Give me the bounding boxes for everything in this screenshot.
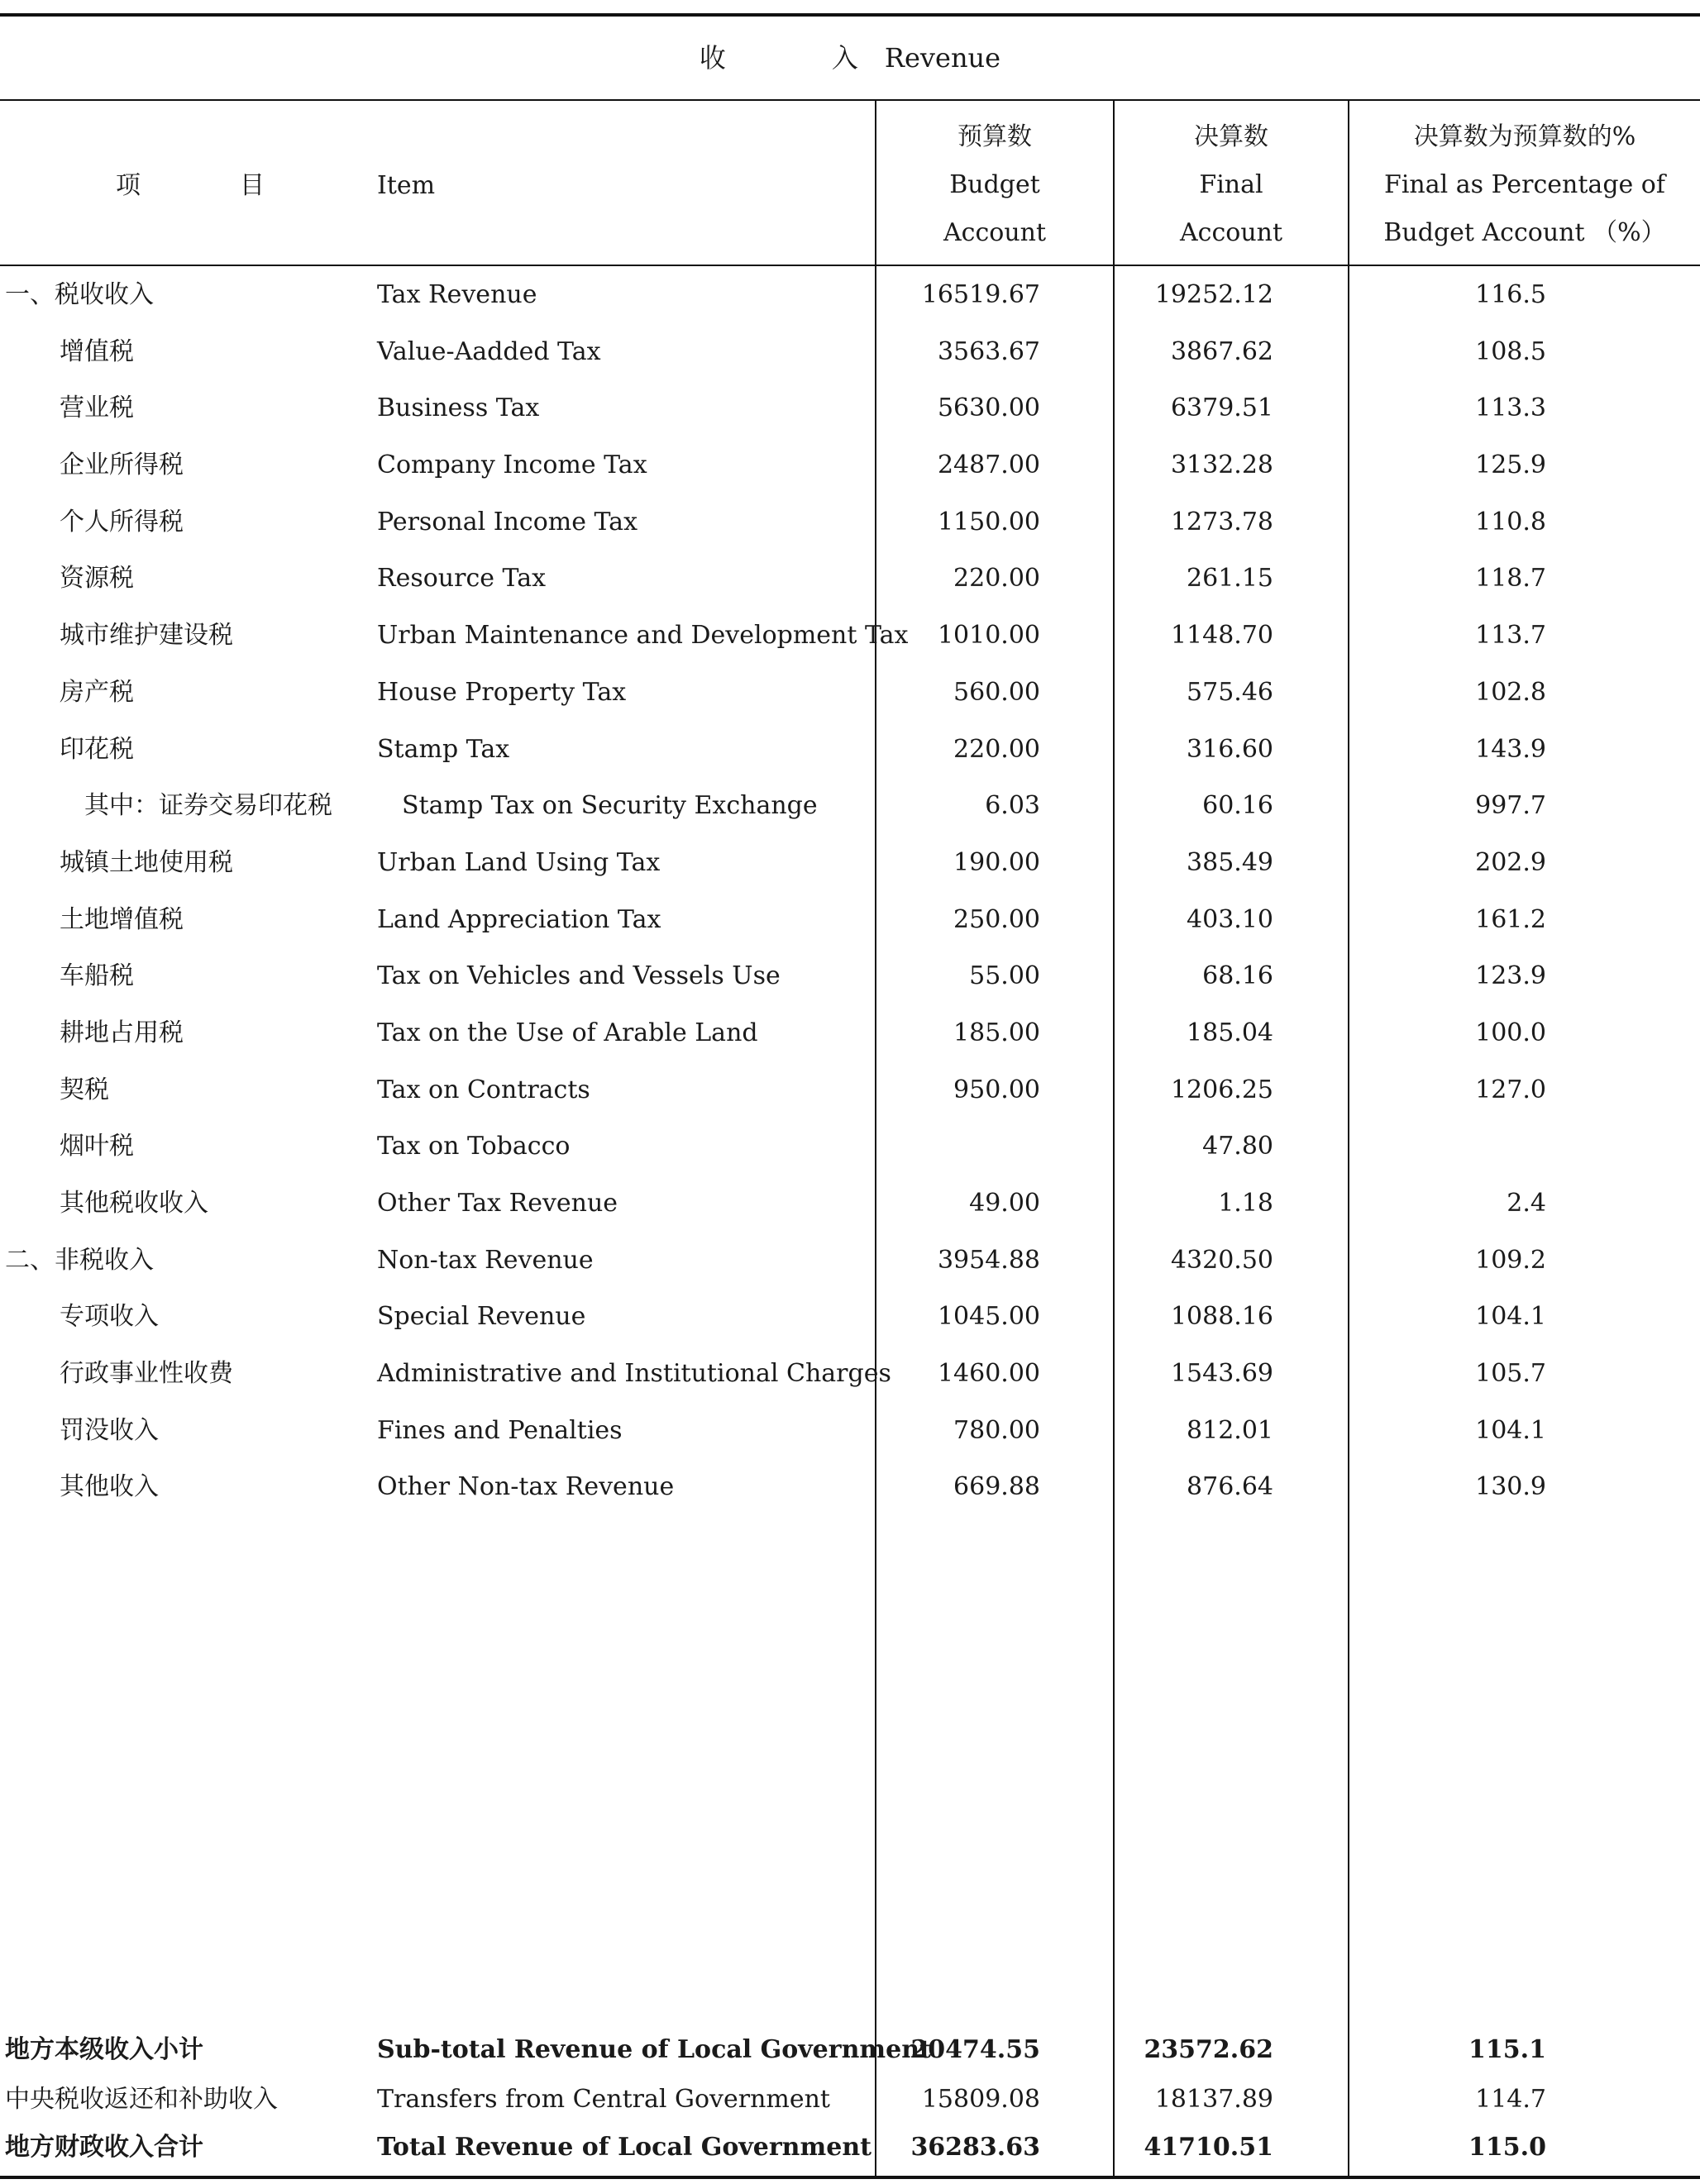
final-value: 23572.62 xyxy=(1144,2035,1273,2064)
item-en: Total Revenue of Local Government xyxy=(377,2133,871,2162)
budget-value: 1150.00 xyxy=(937,507,1040,536)
item-cn: 土地增值税 xyxy=(60,904,184,934)
budget-value: 780.00 xyxy=(953,1415,1040,1445)
item-en: Business Tax xyxy=(377,393,540,423)
item-cn: 车船税 xyxy=(60,961,134,991)
table-row xyxy=(0,1462,1700,1519)
item-en: Stamp Tax on Security Exchange xyxy=(402,791,818,821)
item-cn: 行政事业性收费 xyxy=(60,1359,233,1389)
item-en: Land Appreciation Tax xyxy=(377,904,661,934)
budget-value: 1460.00 xyxy=(937,1359,1040,1389)
table-row xyxy=(0,1291,1700,1348)
percentage-value: 104.1 xyxy=(1475,1302,1546,1332)
final-value: 316.60 xyxy=(1187,734,1273,764)
final-value: 575.46 xyxy=(1187,677,1273,707)
item-en: Tax on Contracts xyxy=(377,1075,590,1104)
percentage-value: 2.4 xyxy=(1507,1189,1546,1218)
item-en: Value-Aadded Tax xyxy=(377,336,601,366)
budget-value: 185.00 xyxy=(953,1018,1040,1047)
item-cn: 中央税收返还和补助收入 xyxy=(5,2085,278,2114)
item-en: Transfers from Central Government xyxy=(377,2085,830,2114)
table-row xyxy=(0,894,1700,951)
table-row xyxy=(0,1348,1700,1405)
item-en: Tax on Vehicles and Vessels Use xyxy=(377,961,781,991)
total-row xyxy=(0,2124,1700,2172)
percentage-value: 115.1 xyxy=(1468,2035,1546,2064)
item-cn: 资源税 xyxy=(60,564,134,594)
budget-value: 3563.67 xyxy=(937,336,1040,366)
percentage-value: 143.9 xyxy=(1475,734,1546,764)
item-cn: 城镇土地使用税 xyxy=(60,847,233,877)
final-value: 68.16 xyxy=(1202,961,1273,991)
percentage-value: 109.2 xyxy=(1475,1245,1546,1275)
percentage-value: 123.9 xyxy=(1475,961,1546,991)
item-cn: 契税 xyxy=(60,1075,109,1104)
bottom-rule xyxy=(0,2176,1700,2179)
percentage-value: 113.3 xyxy=(1475,393,1546,423)
table-row xyxy=(0,1008,1700,1065)
table-title: 收 入 Revenue xyxy=(699,42,1001,74)
final-value: 4320.50 xyxy=(1170,1245,1273,1275)
item-cn: 烟叶税 xyxy=(60,1132,134,1161)
table-row xyxy=(0,383,1700,440)
percentage-value: 102.8 xyxy=(1475,677,1546,707)
final-value: 812.01 xyxy=(1187,1415,1273,1445)
budget-value: 15809.08 xyxy=(921,2085,1040,2114)
final-value: 261.15 xyxy=(1187,564,1273,594)
item-cn: 房产税 xyxy=(60,677,134,707)
table-row xyxy=(0,269,1700,327)
budget-value: 3954.88 xyxy=(937,1245,1040,1275)
item-en: Special Revenue xyxy=(377,1302,586,1332)
budget-value: 190.00 xyxy=(953,847,1040,877)
table-row xyxy=(0,497,1700,554)
table-row xyxy=(0,951,1700,1008)
item-cn: 罚没收入 xyxy=(60,1415,159,1445)
budget-value: 5630.00 xyxy=(937,393,1040,423)
item-en: Company Income Tax xyxy=(377,451,647,480)
percentage-value: 114.7 xyxy=(1475,2085,1546,2114)
item-cn: 其他税收收入 xyxy=(60,1189,208,1218)
item-en: Fines and Penalties xyxy=(377,1415,623,1445)
table-row xyxy=(0,553,1700,610)
percentage-value: 108.5 xyxy=(1475,336,1546,366)
item-en: House Property Tax xyxy=(377,677,627,707)
final-value: 185.04 xyxy=(1187,1018,1273,1047)
percentage-value: 104.1 xyxy=(1475,1415,1546,1445)
table-row xyxy=(0,667,1700,724)
item-en: Personal Income Tax xyxy=(377,507,638,536)
budget-value: 220.00 xyxy=(953,564,1040,594)
final-value: 3132.28 xyxy=(1170,451,1273,480)
item-en: Non-tax Revenue xyxy=(377,1245,594,1275)
budget-value: 560.00 xyxy=(953,677,1040,707)
table-row xyxy=(0,1235,1700,1292)
table-row xyxy=(0,1405,1700,1462)
table-row xyxy=(0,1065,1700,1122)
item-en: Tax on the Use of Arable Land xyxy=(377,1018,758,1047)
item-cn: 地方本级收入小计 xyxy=(5,2035,203,2064)
budget-value: 6.03 xyxy=(985,791,1040,821)
header-rule xyxy=(0,265,1700,266)
budget-value: 36283.63 xyxy=(910,2133,1040,2162)
final-value: 1543.69 xyxy=(1170,1359,1273,1389)
final-value: 1148.70 xyxy=(1170,621,1273,651)
final-value: 403.10 xyxy=(1187,904,1273,934)
item-cn: 二、非税收入 xyxy=(5,1245,154,1275)
percentage-value: 125.9 xyxy=(1475,451,1546,480)
item-cn: 个人所得税 xyxy=(60,507,184,536)
final-value: 3867.62 xyxy=(1170,336,1273,366)
item-en: Sub-total Revenue of Local Government xyxy=(377,2035,931,2064)
budget-value: 49.00 xyxy=(969,1189,1040,1218)
final-value: 1273.78 xyxy=(1170,507,1273,536)
table-row xyxy=(0,440,1700,497)
header-final: 决算数 Final Account xyxy=(1179,122,1283,247)
budget-value: 1045.00 xyxy=(937,1302,1040,1332)
item-en: Administrative and Institutional Charges xyxy=(377,1359,891,1389)
item-en: Other Non-tax Revenue xyxy=(377,1472,675,1502)
item-en: Tax on Tobacco xyxy=(377,1132,571,1161)
header-budget: 预算数 Budget Account xyxy=(943,122,1047,247)
title-rule xyxy=(0,99,1700,101)
budget-value: 220.00 xyxy=(953,734,1040,764)
top-rule xyxy=(0,13,1700,17)
percentage-value: 997.7 xyxy=(1475,791,1546,821)
budget-value: 950.00 xyxy=(953,1075,1040,1104)
header-item-en: Item xyxy=(377,171,436,200)
table-row xyxy=(0,1121,1700,1178)
final-value: 876.64 xyxy=(1187,1472,1273,1502)
item-cn: 地方财政收入合计 xyxy=(5,2133,203,2162)
item-en: Urban Maintenance and Development Tax xyxy=(377,621,909,651)
percentage-value: 118.7 xyxy=(1475,564,1546,594)
item-cn: 增值税 xyxy=(60,336,134,366)
final-value: 60.16 xyxy=(1202,791,1273,821)
budget-value: 16519.67 xyxy=(921,280,1040,309)
subtotal-row xyxy=(0,2026,1700,2074)
percentage-value: 116.5 xyxy=(1475,280,1546,309)
item-cn: 其他收入 xyxy=(60,1472,159,1502)
table-body xyxy=(0,269,1700,1519)
header-item-cn: 项 目 xyxy=(116,171,265,200)
table-row xyxy=(0,780,1700,837)
table-row xyxy=(0,327,1700,384)
item-cn: 其中：证券交易印花税 xyxy=(84,791,332,821)
final-value: 19252.12 xyxy=(1154,280,1273,309)
budget-value: 55.00 xyxy=(969,961,1040,991)
final-value: 6379.51 xyxy=(1170,393,1273,423)
final-value: 385.49 xyxy=(1187,847,1273,877)
budget-value: 669.88 xyxy=(953,1472,1040,1502)
budget-value: 2487.00 xyxy=(937,451,1040,480)
percentage-value: 130.9 xyxy=(1475,1472,1546,1502)
percentage-value: 161.2 xyxy=(1475,904,1546,934)
header-percentage: 决算数为预算数的% Final as Percentage of Budget Account （%） xyxy=(1383,122,1666,247)
item-cn: 企业所得税 xyxy=(60,451,184,480)
transfers-row xyxy=(0,2076,1700,2124)
table-row xyxy=(0,724,1700,781)
final-value: 1088.16 xyxy=(1170,1302,1273,1332)
final-value: 47.80 xyxy=(1202,1132,1273,1161)
percentage-value: 202.9 xyxy=(1475,847,1546,877)
table-row xyxy=(0,610,1700,667)
budget-value: 250.00 xyxy=(953,904,1040,934)
final-value: 1.18 xyxy=(1218,1189,1273,1218)
budget-value: 20474.55 xyxy=(910,2035,1040,2064)
item-en: Tax Revenue xyxy=(377,280,537,309)
final-value: 18137.89 xyxy=(1154,2085,1273,2114)
table-row xyxy=(0,837,1700,894)
table-row xyxy=(0,1178,1700,1235)
final-value: 1206.25 xyxy=(1170,1075,1273,1104)
final-value: 41710.51 xyxy=(1144,2133,1273,2162)
item-cn: 一、税收收入 xyxy=(5,280,154,309)
item-cn: 耕地占用税 xyxy=(60,1018,184,1047)
item-cn: 专项收入 xyxy=(60,1302,159,1332)
percentage-value: 127.0 xyxy=(1475,1075,1546,1104)
item-cn: 营业税 xyxy=(60,393,134,423)
budget-value: 1010.00 xyxy=(937,621,1040,651)
percentage-value: 100.0 xyxy=(1475,1018,1546,1047)
item-en: Resource Tax xyxy=(377,564,547,594)
item-cn: 印花税 xyxy=(60,734,134,764)
percentage-value: 105.7 xyxy=(1475,1359,1546,1389)
percentage-value: 110.8 xyxy=(1475,507,1546,536)
item-en: Other Tax Revenue xyxy=(377,1189,618,1218)
item-cn: 城市维护建设税 xyxy=(60,621,233,651)
item-en: Urban Land Using Tax xyxy=(377,847,661,877)
percentage-value: 113.7 xyxy=(1475,621,1546,651)
item-en: Stamp Tax xyxy=(377,734,510,764)
percentage-value: 115.0 xyxy=(1468,2133,1546,2162)
